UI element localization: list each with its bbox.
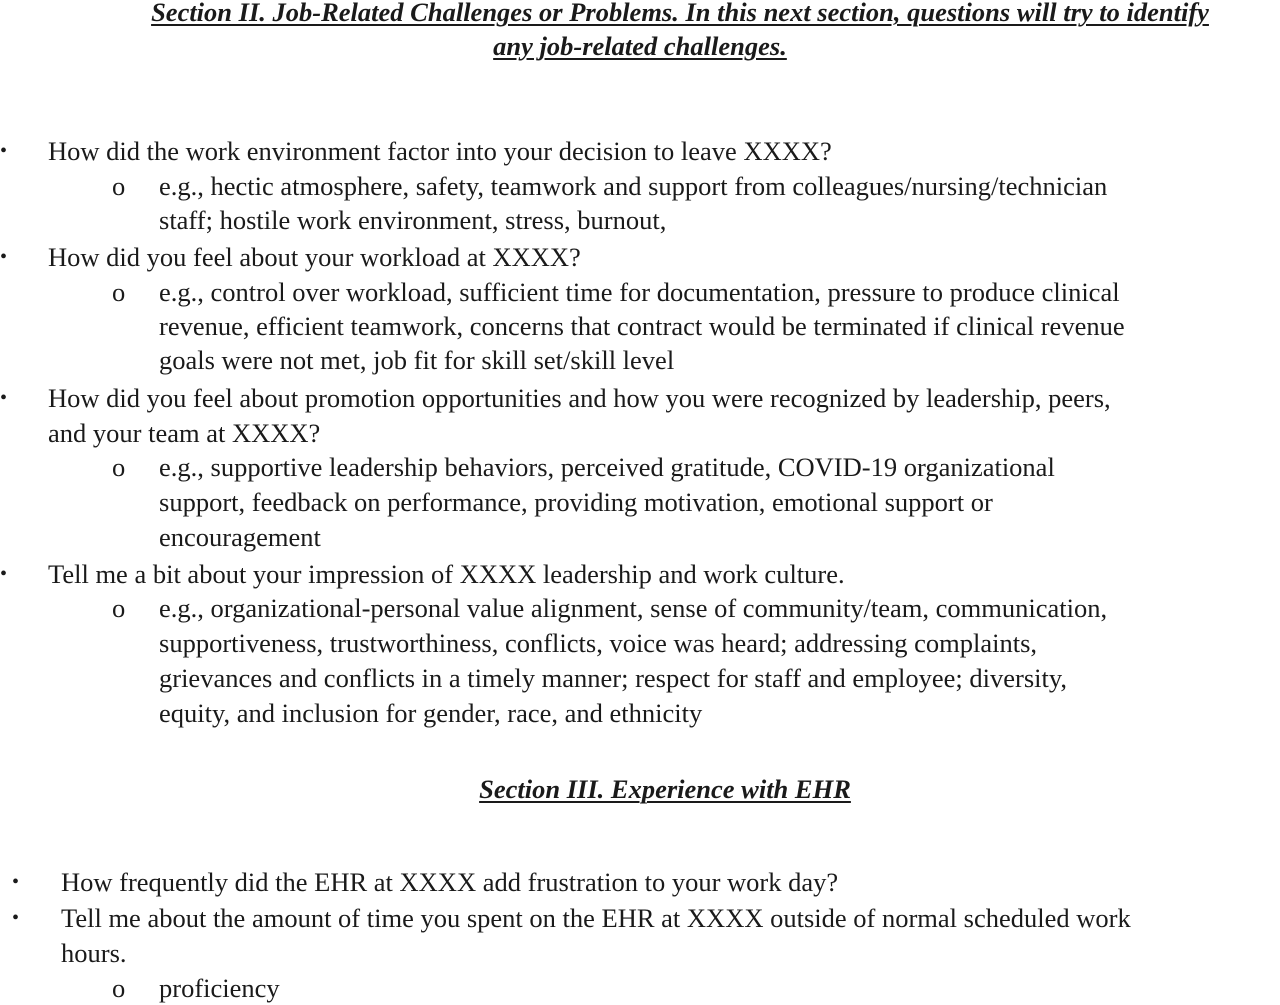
question-promotion-line-1: How did you feel about promotion opportunities and how you were recognized by leadership, peers, <box>48 383 1111 413</box>
example-workload-line-2: revenue, efficient teamwork, concerns that contract would be terminated if clinical revenue <box>159 311 1125 341</box>
section-2-heading-line-1: Section II. Job-Related Challenges or Problems. In this next section, questions will try to identify <box>151 0 1209 27</box>
question-ehr-frustration: How frequently did the EHR at XXXX add frustration to your work day? <box>61 867 839 897</box>
example-promotion-line-1: e.g., supportive leadership behaviors, perceived gratitude, COVID-19 organizational <box>159 452 1055 482</box>
example-leadership-line-3: grievances and conflicts in a timely manner; respect for staff and employee; diversity, <box>159 663 1068 693</box>
example-leadership-line-2: supportiveness, trustworthiness, conflicts, voice was heard; addressing complaints, <box>159 628 1038 658</box>
question-workload: How did you feel about your workload at XXXX? <box>48 242 581 272</box>
question-leadership-culture: Tell me a bit about your impression of XXXX leadership and work culture. <box>48 559 845 589</box>
example-ehr-proficiency: proficiency <box>159 973 280 1003</box>
question-ehr-time-line-1: Tell me about the amount of time you spent on the EHR at XXXX outside of normal scheduled work <box>61 903 1131 933</box>
bullet-icon: • <box>0 246 8 268</box>
bullet-icon: • <box>12 907 20 929</box>
question-promotion-line-2: and your team at XXXX? <box>48 418 321 448</box>
bullet-icon: • <box>0 563 8 585</box>
sub-bullet-icon: o <box>112 973 126 1003</box>
sub-bullet-icon: o <box>112 593 126 623</box>
sub-bullet-icon: o <box>112 277 126 307</box>
bullet-icon: • <box>0 140 8 162</box>
example-promotion-line-3: encouragement <box>159 522 321 552</box>
example-work-environment-line-1: e.g., hectic atmosphere, safety, teamwork and support from colleagues/nursing/technician <box>159 171 1108 201</box>
example-work-environment-line-2: staff; hostile work environment, stress, burnout, <box>159 205 667 235</box>
sub-bullet-icon: o <box>112 452 126 482</box>
section-3-heading: Section III. Experience with EHR <box>479 774 851 804</box>
sub-bullet-icon: o <box>112 171 126 201</box>
example-workload-line-3: goals were not met, job fit for skill set/skill level <box>159 345 675 375</box>
question-work-environment: How did the work environment factor into your decision to leave XXXX? <box>48 136 832 166</box>
example-leadership-line-1: e.g., organizational-personal value alignment, sense of community/team, communication, <box>159 593 1108 623</box>
question-ehr-time-line-2: hours. <box>61 938 127 968</box>
example-leadership-line-4: equity, and inclusion for gender, race, and ethnicity <box>159 698 703 728</box>
example-workload-line-1: e.g., control over workload, sufficient time for documentation, pressure to produce clinical <box>159 277 1120 307</box>
bullet-icon: • <box>0 387 8 409</box>
section-2-heading-line-2: any job-related challenges. <box>493 31 787 61</box>
bullet-icon: • <box>12 871 20 893</box>
example-promotion-line-2: support, feedback on performance, providing motivation, emotional support or <box>159 487 993 517</box>
